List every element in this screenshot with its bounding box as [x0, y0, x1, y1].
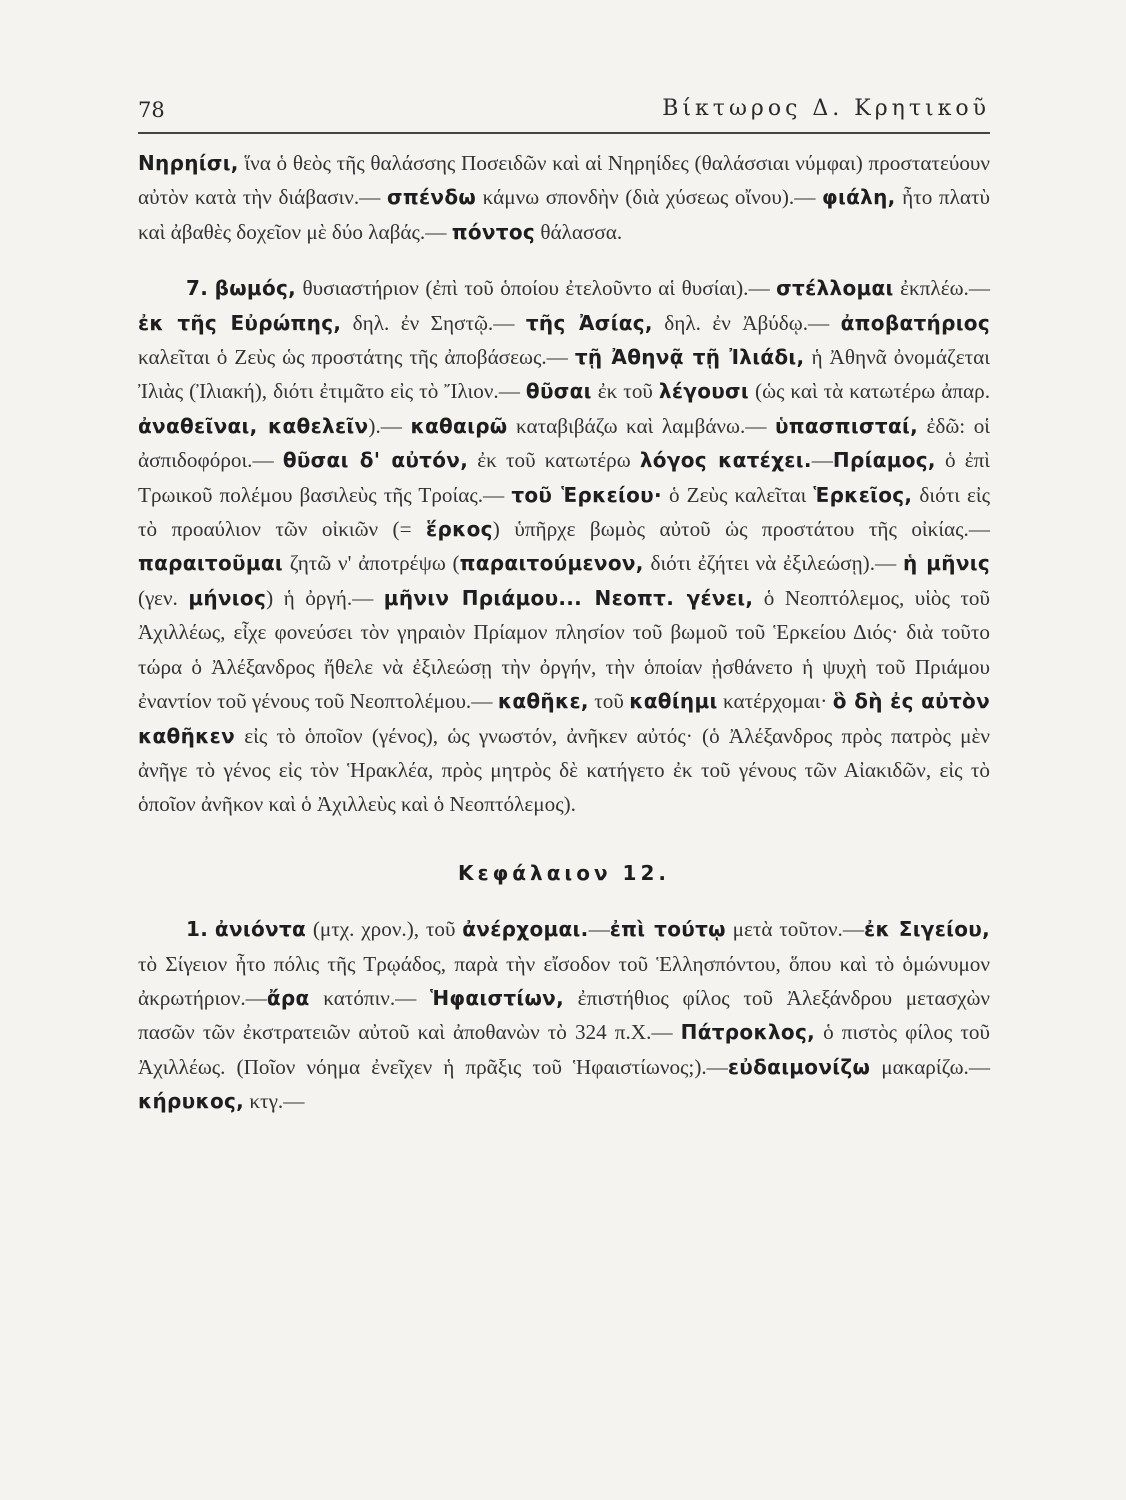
- running-head: Βίκτωρος Δ. Κρητικοῦ: [662, 96, 990, 121]
- lemma: εὐδαιμονίζω: [727, 1054, 871, 1079]
- gloss: ὁ ἐπὶ Τρωικοῦ πολέμου βασιλεὺς τῆς Τροίας.—: [138, 448, 990, 507]
- gloss: τὸ Σίγειον ἦτο πόλις τῆς Τρῳάδος, παρὰ τὴν εἴσοδον τοῦ Ἑλλησπόντου, ὅπου καὶ τὸ ὁμώνυμον ἀκρωτήριον.—: [138, 951, 990, 1010]
- lemma: σπένδω: [386, 185, 477, 210]
- lemma: Νηρηίσι,: [138, 151, 239, 175]
- lemma: τῆς Ἀσίας,: [525, 310, 653, 335]
- section-number: 1.: [186, 917, 209, 942]
- lemma: παραιτοῦμαι: [138, 551, 283, 576]
- lemma: ἐπὶ τούτῳ: [609, 917, 726, 942]
- lemma: πόντος: [451, 219, 536, 244]
- gloss: τοῦ: [588, 689, 630, 714]
- lemma: Πρίαμος,: [832, 448, 936, 473]
- lemma: λέγουσι: [658, 379, 750, 404]
- gloss: —: [811, 448, 833, 473]
- lemma: φιάλη,: [822, 185, 896, 210]
- lemma: ὑπασπισταί,: [774, 413, 918, 438]
- lemma: ἀνιόντα: [214, 917, 307, 942]
- lemma: παραιτούμενον,: [459, 551, 644, 576]
- gloss: ἐπιστήθιος φίλος τοῦ Ἀλεξάνδρου μετασχὼν πασῶν τῶν ἐκστρατειῶν αὐτοῦ καὶ ἀποθανὼν τὸ 324 π.Χ.—: [138, 985, 990, 1045]
- chapter-title: Κεφάλαιον 12.: [458, 860, 670, 885]
- gloss: ἵνα ὁ θεὸς τῆς θαλάσσης Ποσειδῶν καὶ αἱ Νηρηίδες (θαλάσσιαι νύμφαι) προστατεύουν αὐτὸν κατὰ τὴν διάβασιν.—: [138, 151, 990, 210]
- section-number: 7.: [186, 276, 209, 301]
- gloss: μακαρίζω.—: [870, 1054, 991, 1079]
- gloss: διότι εἰς τὸ προαύλιον τῶν οἰκιῶν (=: [138, 482, 990, 542]
- gloss: ) ἡ ὀργή.—: [266, 585, 384, 610]
- gloss: ἡ Ἀθηνᾶ ὀνομάζεται Ἰλιὰς (Ἰλιακή), διότι ἐτιμᾶτο εἰς τὸ Ἴλιον.—: [138, 345, 990, 404]
- gloss: ὁ Νεοπτόλεμος, υἱὸς τοῦ Ἀχιλλέως, εἶχε φονεύσει τὸν γηραιὸν Πρίαμον πλησίον τοῦ βωμοῦ τοῦ Ἑρκείου Διός· διὰ τοῦτο τώρα ὁ Ἀλέξανδρος ἤθελε νὰ ἐξιλεώσῃ τὴν ὀργήν, τὴν ὁποίαν ᾐσθάνετο ἡ ψυχὴ τοῦ Πριάμου ἐναντίον τοῦ γένους τοῦ Νεοπτολέμου.—: [138, 585, 990, 714]
- gloss: κατέρχομαι·: [717, 689, 833, 714]
- paragraph-7: [138, 271, 990, 822]
- gloss: ).—: [368, 413, 411, 438]
- gloss: θάλασσα.: [535, 219, 623, 244]
- gloss: μετὰ τοῦτον.—: [725, 917, 865, 942]
- page-header: [138, 92, 990, 134]
- lemma: ὃ δὴ ἐς αὐτὸν καθῆκεν: [138, 689, 990, 748]
- lemma: βωμός,: [214, 276, 297, 301]
- gloss: ἐκ τοῦ: [591, 379, 659, 404]
- lemma: μῆνιν Πριάμου... Νεοπτ. γένει,: [383, 585, 754, 610]
- gloss: δηλ. ἐν Ἀβύδῳ.—: [652, 310, 841, 335]
- gloss: καταβιβάζω καὶ λαμβάνω.—: [507, 413, 775, 438]
- gloss: θυσιαστήριον (ἐπὶ τοῦ ὁποίου ἐτελοῦντο αἱ θυσίαι).—: [296, 276, 777, 301]
- gloss: ἐκ τοῦ κατωτέρω: [468, 448, 640, 473]
- lemma: Ἡφαιστίων,: [430, 985, 564, 1010]
- gloss: ) ὑπῆρχε βωμὸς αὐτοῦ ὡς προστάτου τῆς οἰκίας.—: [492, 517, 990, 542]
- lemma: Πάτροκλος,: [680, 1020, 816, 1045]
- lemma: ἐκ τῆς Εὐρώπης,: [138, 310, 342, 335]
- lemma: καθαιρῶ: [410, 413, 508, 438]
- lemma: θῦσαι: [525, 379, 592, 404]
- gloss: ὁ Ζεὺς καλεῖται: [661, 482, 814, 507]
- lemma: ἐκ Σιγείου,: [864, 917, 990, 942]
- gloss: διότι ἐζήτει νὰ ἐξιλεώσῃ).—: [643, 551, 903, 576]
- gloss: ἐδῶ: οἱ ἀσπιδοφόροι.—: [138, 413, 990, 473]
- gloss: ζητῶ ν' ἀποτρέψω (: [282, 551, 460, 576]
- gloss: —: [588, 917, 610, 942]
- lemma: τῇ Ἀθηνᾷ τῇ Ἰλιάδι,: [574, 345, 805, 370]
- page-number: 78: [138, 98, 165, 122]
- gloss: εἰς τὸ ὁποῖον (γένος), ὡς γνωστόν, ἀνῆκεν αὐτός· (ὁ Ἀλέξανδρος πρὸς πατρὸς μὲν ἀνῆγε τὸ γένος εἰς τὸν Ἡρακλέα, πρὸς μητρὸς δὲ κατήγετο ἐκ τοῦ γένους τῶν Αἰακιδῶν, εἰς τὸ ὁποῖον ἀνῆκον καὶ ὁ Ἀχιλλεὺς καὶ ὁ Νεοπτόλεμος).: [138, 723, 990, 817]
- paragraph-1: [138, 146, 990, 249]
- lemma: καθίημι: [629, 689, 718, 714]
- gloss: (γεν.: [138, 585, 189, 610]
- lemma: Ἑρκεῖος,: [813, 482, 913, 507]
- chapter-heading: [138, 856, 990, 890]
- lemma: λόγος κατέχει.: [639, 448, 812, 473]
- lemma: ἀνέρχομαι.: [462, 917, 589, 942]
- lemma: ἀποβατήριος: [840, 310, 990, 335]
- gloss: ὁ πιστὸς φίλος τοῦ Ἀχιλλέως. (Ποῖον νόημα ἐνεῖχεν ἡ πρᾶξις τοῦ Ἡφαιστίωνος;).—: [138, 1020, 990, 1079]
- gloss: κάμνω σπονδὴν (διὰ χύσεως οἴνου).—: [476, 185, 823, 210]
- gloss: ἐκπλέω.—: [893, 276, 991, 301]
- gloss: ἦτο πλατὺ καὶ ἀβαθὲς δοχεῖον μὲ δύο λαβάς.—: [138, 185, 991, 244]
- lemma: τοῦ Ἑρκείου·: [511, 482, 662, 507]
- lemma: ἡ μῆνις: [902, 551, 990, 576]
- gloss: κτγ.—: [244, 1089, 305, 1114]
- gloss: (ὡς καὶ τὰ κατωτέρω ἀπαρ.: [749, 379, 990, 404]
- lemma: ἄρα: [266, 985, 310, 1010]
- gloss: κατόπιν.—: [309, 985, 431, 1010]
- commentary-text: [138, 146, 990, 1119]
- lemma: θῦσαι δ' αὐτόν,: [282, 448, 469, 473]
- lemma: καθῆκε,: [497, 689, 589, 714]
- lemma: κήρυκος,: [138, 1089, 245, 1114]
- lemma: στέλλομαι: [776, 276, 894, 301]
- lemma: μήνιος: [188, 585, 267, 610]
- lemma: ἕρκος: [426, 517, 493, 542]
- lemma: ἀναθεῖναι, καθελεῖν: [138, 413, 369, 438]
- paragraph-1-ch12: [138, 912, 990, 1118]
- gloss: δηλ. ἐν Σηστῷ.—: [341, 310, 526, 335]
- gloss: (μτχ. χρον.), τοῦ: [306, 917, 463, 942]
- gloss: καλεῖται ὁ Ζεὺς ὡς προστάτης τῆς ἀποβάσεως.—: [138, 345, 575, 370]
